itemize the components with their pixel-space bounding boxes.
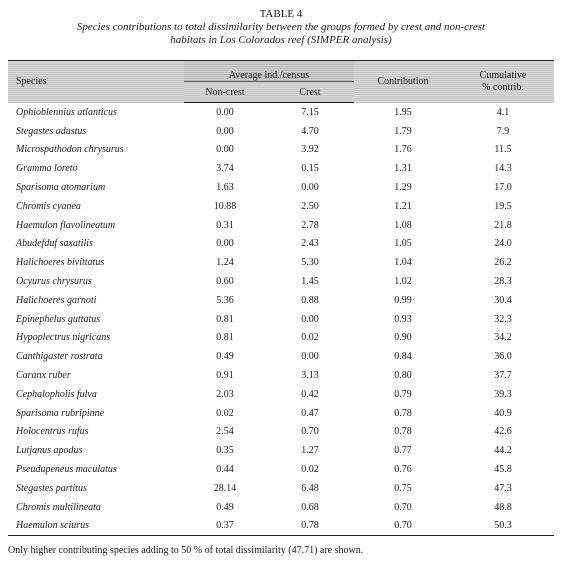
crest-cell: 0.42: [301, 388, 319, 400]
noncrest-cell: 1.24: [216, 257, 234, 269]
cumulative-column-header: [452, 61, 554, 103]
table-row: [8, 272, 554, 291]
species-cell: Sparisoma atomarium: [16, 182, 106, 194]
species-cell: Ocyurus chrysurus: [16, 276, 92, 288]
table-body: [8, 103, 554, 536]
table-row: [8, 460, 554, 479]
species-cell: Epinephelus guttatus: [16, 313, 101, 325]
table-row: [8, 122, 554, 141]
noncrest-cell: 0.49: [216, 351, 234, 363]
crest-cell: 4.70: [301, 125, 319, 137]
noncrest-cell: 0.00: [216, 238, 234, 250]
species-cell: Gramma loreto: [16, 163, 78, 175]
contribution-cell: 0.99: [394, 294, 412, 306]
cumulative-cell: 4.1: [496, 106, 510, 118]
cumulative-cell: 32.3: [494, 313, 512, 325]
cumulative-cell: 42.6: [494, 426, 512, 438]
noncrest-cell: 3.74: [216, 163, 234, 175]
species-cell: Caranx ruber: [16, 370, 71, 382]
table-row: [8, 347, 554, 366]
species-cell: Microspathodon chrysurus: [16, 144, 124, 156]
table-row: [8, 423, 554, 442]
contribution-cell: 0.93: [394, 313, 412, 325]
table-row: [8, 159, 554, 178]
species-cell: Cephalopholis fulva: [16, 388, 97, 400]
contribution-cell: 1.29: [394, 182, 412, 194]
crest-cell: 0.00: [301, 351, 319, 363]
simper-table: [8, 60, 554, 536]
contribution-cell: 0.70: [354, 517, 452, 536]
contribution-cell: 1.79: [394, 125, 412, 137]
crest-cell: 0.15: [301, 163, 319, 175]
table-row: [8, 385, 554, 404]
table-footnote: Only higher contributing species adding to 50 % of total dissimilarity (47.71) are shown.: [8, 545, 364, 556]
contribution-cell: 1.04: [394, 257, 412, 269]
cumulative-cell: 50.3: [452, 517, 554, 536]
cumulative-cell: 14.3: [494, 163, 512, 175]
table-row: [8, 216, 554, 235]
noncrest-cell: 0.02: [216, 407, 234, 419]
cumulative-header-line-2: % contrib.: [482, 81, 524, 93]
species-cell: Chromis multilineata: [16, 501, 101, 513]
noncrest-cell: 0.60: [216, 276, 234, 288]
cumulative-header-line-1: Cumulative: [479, 69, 527, 81]
cumulative-cell: 17.0: [494, 182, 512, 194]
cumulative-cell: 45.8: [494, 464, 512, 476]
noncrest-cell: 0.44: [216, 464, 234, 476]
contribution-cell: 0.70: [394, 501, 412, 513]
crest-cell: 1.45: [301, 276, 319, 288]
crest-cell: 5.30: [301, 257, 319, 269]
noncrest-column-header: Non-crest: [184, 82, 266, 103]
contribution-cell: 1.02: [394, 276, 412, 288]
cumulative-cell: 36.0: [494, 351, 512, 363]
contribution-cell: 0.84: [394, 351, 412, 363]
cumulative-cell: 48.8: [494, 501, 512, 513]
cumulative-cell: 11.5: [494, 144, 512, 156]
contribution-cell: 1.95: [394, 106, 412, 118]
species-cell: Haemulon flavolineatum: [16, 219, 116, 231]
table-row: [8, 329, 554, 348]
species-cell: Pseudupeneus maculatus: [16, 464, 117, 476]
crest-cell: 3.92: [301, 144, 319, 156]
cumulative-cell: 28.3: [494, 276, 512, 288]
species-cell: Canthigaster rostrata: [16, 351, 103, 363]
cumulative-cell: 39.3: [494, 388, 512, 400]
contribution-cell: 0.79: [394, 388, 412, 400]
noncrest-cell: 28.14: [213, 482, 237, 494]
table-row: [8, 197, 554, 216]
crest-column-header: Crest: [266, 82, 354, 103]
contribution-cell: 0.78: [394, 407, 412, 419]
table-row: [8, 103, 554, 122]
cumulative-cell: 21.8: [494, 219, 512, 231]
noncrest-cell: 0.31: [216, 219, 234, 231]
crest-cell: 6.48: [301, 482, 319, 494]
cumulative-cell: 26.2: [494, 257, 512, 269]
table-caption-line-2: habitats in Los Colorados reef (SIMPER analysis): [170, 34, 392, 46]
contribution-cell: 0.78: [394, 426, 412, 438]
noncrest-cell: 2.03: [216, 388, 234, 400]
species-cell: Lutjanus apodus: [16, 445, 83, 457]
cumulative-cell: 24.0: [494, 238, 512, 250]
cumulative-cell: 44.2: [494, 445, 512, 457]
noncrest-cell: 0.49: [216, 501, 234, 513]
table-row: [8, 235, 554, 254]
contribution-cell: 0.75: [394, 482, 412, 494]
contribution-column-header: Contribution: [354, 61, 452, 103]
contribution-cell: 1.21: [394, 200, 412, 212]
contribution-cell: 0.77: [394, 445, 412, 457]
table-row: [8, 498, 554, 517]
species-cell: Hypoplectrus nigricans: [16, 332, 111, 344]
crest-cell: 2.43: [301, 238, 319, 250]
table-label: TABLE 4: [259, 8, 303, 20]
table-row: [8, 141, 554, 160]
table-row: [8, 253, 554, 272]
crest-cell: 1.27: [301, 445, 319, 457]
table-row: [8, 178, 554, 197]
noncrest-cell: 0.35: [216, 445, 234, 457]
table-row: [8, 291, 554, 310]
crest-cell: 0.68: [301, 501, 319, 513]
contribution-cell: 0.80: [394, 370, 412, 382]
cumulative-cell: 7.9: [496, 125, 510, 137]
crest-cell: 0.02: [301, 332, 319, 344]
noncrest-cell: 0.00: [216, 125, 234, 137]
species-cell: Chromis cyanea: [16, 200, 81, 212]
species-cell: Stegastes adustus: [16, 125, 87, 137]
noncrest-cell: 0.81: [216, 313, 234, 325]
species-cell: Halichoeres garnoti: [16, 294, 97, 306]
table-row: [8, 404, 554, 423]
species-cell: Sparisoma rubripinne: [16, 407, 105, 419]
noncrest-cell: 0.91: [216, 370, 234, 382]
crest-cell: 3.13: [301, 370, 319, 382]
noncrest-cell: 1.63: [216, 182, 234, 194]
crest-cell: 2.50: [301, 200, 319, 212]
cumulative-cell: 19.5: [494, 200, 512, 212]
contribution-cell: 1.05: [394, 238, 412, 250]
noncrest-cell: 0.37: [184, 517, 266, 536]
table-caption-line-1: Species contributions to total dissimilarity between the groups formed by crest and non-crest: [76, 21, 486, 33]
table-row: [8, 366, 554, 385]
species-cell: Ophioblennius atlanticus: [16, 106, 117, 118]
noncrest-cell: 0.00: [216, 144, 234, 156]
cumulative-cell: 30.4: [494, 294, 512, 306]
table-row: [8, 441, 554, 460]
crest-cell: 7.15: [301, 106, 319, 118]
contribution-cell: 0.90: [394, 332, 412, 344]
noncrest-cell: 0.00: [216, 106, 234, 118]
species-cell: Haemulon sciurus: [8, 517, 184, 536]
crest-cell: 0.70: [301, 426, 319, 438]
crest-cell: 0.47: [301, 407, 319, 419]
crest-cell: 0.02: [301, 464, 319, 476]
cumulative-cell: 47.3: [494, 482, 512, 494]
contribution-cell: 1.31: [394, 163, 412, 175]
noncrest-cell: 5.36: [216, 294, 234, 306]
table-row: [8, 310, 554, 329]
contribution-cell: 1.08: [394, 219, 412, 231]
cumulative-cell: 37.7: [494, 370, 512, 382]
noncrest-cell: 10.88: [213, 200, 237, 212]
contribution-cell: 1.76: [394, 144, 412, 156]
species-cell: Stegastes partitus: [16, 482, 87, 494]
table-row: [8, 517, 554, 536]
table-header: [8, 61, 554, 103]
crest-cell: 0.00: [301, 182, 319, 194]
noncrest-cell: 2.54: [216, 426, 234, 438]
species-column-header: Species: [8, 61, 184, 103]
crest-cell: 0.88: [301, 294, 319, 306]
noncrest-cell: 0.81: [216, 332, 234, 344]
average-column-header: Average ind./census: [184, 61, 354, 82]
cumulative-cell: 34.2: [494, 332, 512, 344]
species-cell: Holocentrus rufus: [16, 426, 89, 438]
crest-cell: 0.78: [266, 517, 354, 536]
table-row: [8, 479, 554, 498]
contribution-cell: 0.76: [394, 464, 412, 476]
cumulative-cell: 40.9: [494, 407, 512, 419]
species-cell: Halichoeres bivittatus: [16, 257, 105, 269]
crest-cell: 0.00: [301, 313, 319, 325]
species-cell: Abudefduf saxatilis: [16, 238, 93, 250]
crest-cell: 2.78: [301, 219, 319, 231]
